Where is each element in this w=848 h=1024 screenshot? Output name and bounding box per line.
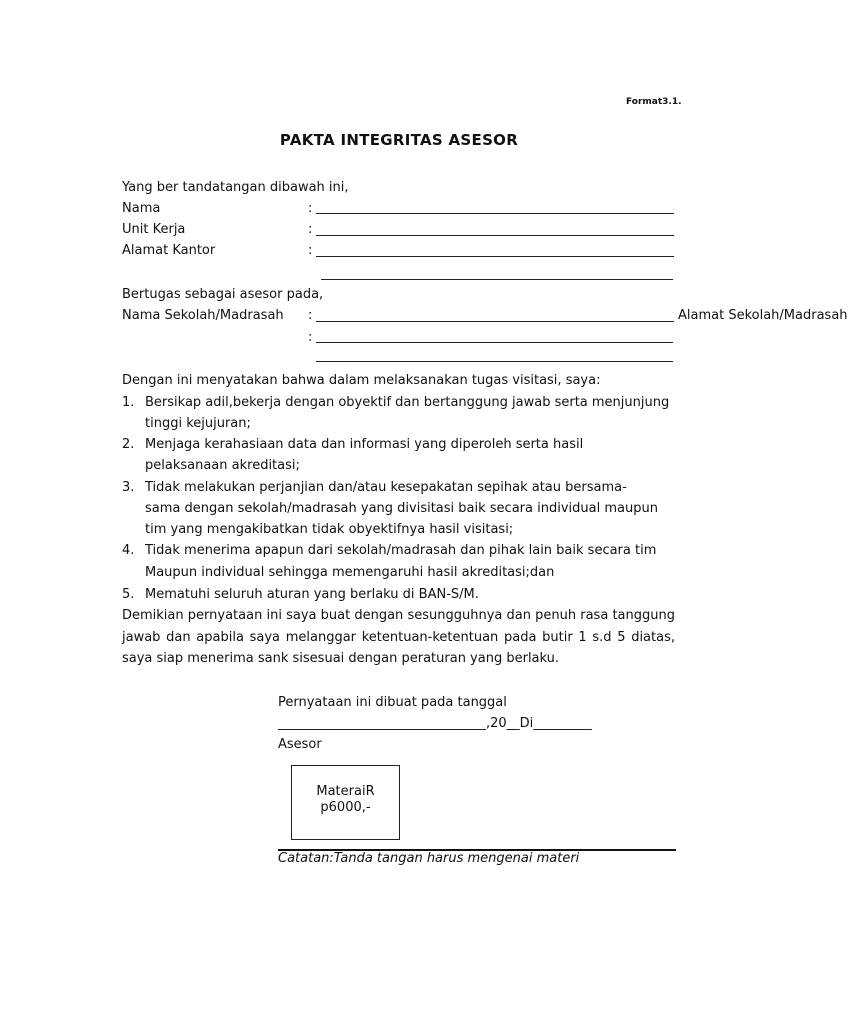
office-address-fill-line-2 [321, 279, 673, 280]
list-item-text: Maupun individual sehingga memengaruhi hasil akreditasi;dan [145, 565, 555, 580]
signature-note: Catatan:Tanda tangan harus mengenai materi [278, 851, 580, 866]
list-item-text: pelaksanaan akreditasi; [145, 458, 300, 473]
office-address-label: Alamat Kantor [122, 243, 216, 258]
list-item-text: tinggi kejujuran; [145, 416, 251, 431]
stamp-text-line1: MateraiR [316, 784, 375, 799]
school-name-label: Nama Sekolah/Madrasah [122, 308, 284, 323]
document-title: PAKTA INTEGRITAS ASESOR [279, 131, 519, 149]
statement-date-label: Pernyataan ini dibuat pada tanggal [278, 695, 507, 710]
list-item-text: Menjaga kerahasiaan data dan informasi yang diperoleh serta hasil [145, 437, 584, 452]
office-address-colon: : [308, 243, 313, 258]
stamp-text-line2: p6000,- [320, 800, 371, 815]
list-item-text: sama dengan sekolah/madrasah yang divisitasi baik secara individual maupun [145, 501, 658, 516]
date-place-line: ________________________________,20__Di_________ [278, 716, 592, 731]
list-item-number: 3. [122, 480, 135, 495]
list-item-text: Tidak menerima apapun dari sekolah/madrasah dan pihak lain baik secara tim [145, 543, 657, 558]
list-item-text: tim yang mengakibatkan tidak obyektifnya hasil visitasi; [145, 522, 514, 537]
unit-fill-line [316, 235, 674, 236]
list-item-number: 4. [122, 543, 135, 558]
school-name-fill-line [316, 321, 674, 322]
school-name-colon: : [308, 308, 313, 323]
list-item-number: 2. [122, 437, 135, 452]
signer-role: Asesor [278, 737, 322, 752]
unit-label: Unit Kerja [122, 222, 186, 237]
school-address-colon: : [308, 330, 313, 345]
name-label: Nama [122, 201, 161, 216]
declaration-intro: Dengan ini menyatakan bahwa dalam melaksanakan tugas visitasi, saya: [122, 373, 601, 388]
closing-paragraph: Demikian pernyataan ini saya buat dengan sesungguhnya dan penuh rasa tanggung jawab dan apabila saya melanggar ketentuan-ketentuan pada butir 1 s.d 5 diatas, saya siap menerima sank sisesuai dengan peraturan yang berlaku. [122, 608, 675, 666]
name-fill-line [316, 213, 674, 214]
list-item-text: Bersikap adil,bekerja dengan obyektif dan bertanggung jawab serta menjunjung [145, 395, 670, 410]
list-item-number: 1. [122, 395, 135, 410]
unit-colon: : [308, 222, 313, 237]
school-address-label: Alamat Sekolah/Madrasah [678, 308, 848, 323]
name-colon: : [308, 201, 313, 216]
list-item-text: Tidak melakukan perjanjian dan/atau kesepakatan sepihak atau bersama- [145, 480, 627, 495]
office-address-fill-line [316, 256, 674, 257]
school-address-fill-line [316, 342, 673, 343]
list-item-text: Mematuhi seluruh aturan yang berlaku di BAN-S/M. [145, 587, 479, 602]
list-item-number: 5. [122, 587, 135, 602]
school-address-fill-line-2 [316, 361, 673, 362]
stamp-box [291, 765, 400, 840]
identity-intro: Yang ber tandatangan dibawah ini, [122, 180, 349, 195]
assignment-intro: Bertugas sebagai asesor pada, [122, 287, 324, 302]
format-code: Format3.1. [626, 97, 682, 107]
